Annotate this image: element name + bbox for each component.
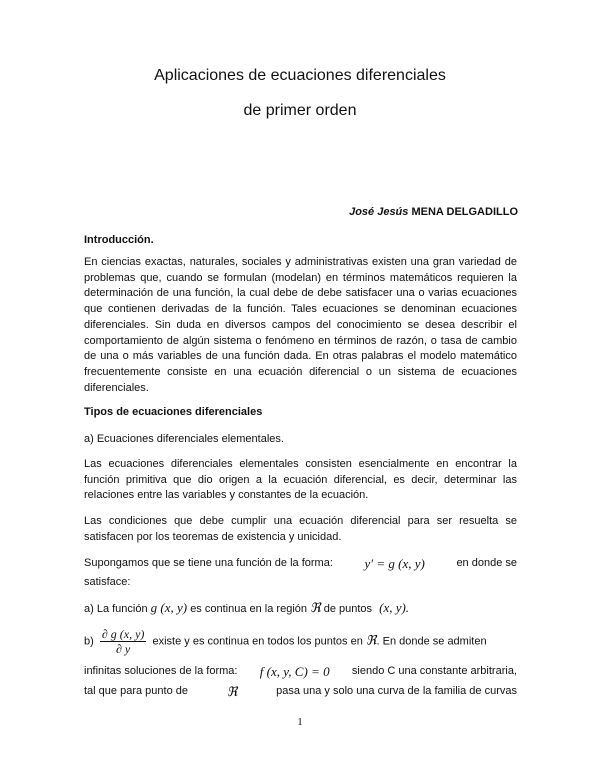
partial-derivative-fraction bbox=[100, 627, 147, 656]
title-line-1: Aplicaciones de ecuaciones diferenciales bbox=[154, 67, 446, 84]
author bbox=[349, 206, 518, 218]
page-number: 1 bbox=[297, 716, 303, 728]
condition-a-mid-text: es continua en la región bbox=[190, 603, 307, 615]
last-line-post-text: pasa una y solo una curva de la familia de curvas bbox=[276, 685, 517, 697]
condition-a-line bbox=[84, 600, 517, 617]
satisface-line: satisface: bbox=[84, 576, 131, 588]
author-given-name: José Jesús bbox=[349, 206, 409, 218]
infinite-solutions-text: infinitas soluciones de la forma: bbox=[84, 665, 238, 677]
condition-a-formula: g (x, y) bbox=[150, 600, 188, 615]
region-symbol: ℜ bbox=[310, 600, 321, 615]
infinite-solutions-post-text: siendo C una constante arbitraria, bbox=[351, 665, 517, 677]
condition-b-label: b) bbox=[84, 635, 94, 648]
general-solution-formula: f (x, y, C) = 0 bbox=[259, 664, 330, 679]
region-symbol-b: ℜ bbox=[365, 632, 377, 648]
intro-paragraph: En ciencias exactas, naturales, sociales y administrativas existen una gran variedad de problemas que, cuando se formulan (modelan) en términos matemáticos requieren la determinación de una función, la cual debe de debe satisfacer una o varias ecuaciones que contienen derivadas de la función. Tales ecuaciones se denominan ecuaciones diferenciales. Sin duda en diversos campos del conocimiento se desea describir el comportamiento de algún sistema o fenómeno en términos de razón, o tasa de cambio de una o más variables de una función dada. En otras palabras el modelo matemático frecuentemente consiste en una ecuación diferencial o un sistema de ecuaciones diferenciales. bbox=[84, 256, 517, 394]
condition-b-post-text: . En donde se admiten bbox=[376, 635, 487, 648]
condition-b-line bbox=[84, 627, 517, 656]
suppose-text: Supongamos que se tiene una función de la forma: bbox=[84, 557, 333, 569]
last-line-pre-text: tal que para punto de bbox=[84, 685, 188, 697]
last-line bbox=[84, 684, 517, 699]
types-heading: Tipos de ecuaciones diferenciales bbox=[84, 406, 263, 418]
title-line-2: de primer orden bbox=[243, 102, 357, 119]
conditions-paragraph: Las condiciones que debe cumplir una ecuación diferencial para ser resuelta se satisfacen por los teoremas de existencia y unicidad. bbox=[84, 515, 517, 543]
condition-a-post-text: de puntos bbox=[323, 603, 373, 615]
fraction-denominator: ∂ y bbox=[116, 642, 131, 656]
condition-a-point: (x, y). bbox=[379, 600, 410, 615]
condition-a-text: a) La función bbox=[84, 603, 148, 615]
suppose-post-text: en donde se bbox=[456, 557, 517, 569]
elementary-paragraph: Las ecuaciones diferenciales elementales consisten esencialmente en encontrar la función primitiva que dio origen a la ecuación diferencial, es decir, determinar las relaciones entre las variables y constantes de la ecuación. bbox=[84, 458, 517, 502]
infinite-solutions-line bbox=[84, 664, 517, 679]
author-family-name: MENA DELGADILLO bbox=[411, 206, 518, 218]
suppose-formula: y′ = g (x, y) bbox=[364, 556, 425, 571]
fraction-numerator: ∂ g (x, y) bbox=[101, 627, 145, 641]
region-symbol-c: ℜ bbox=[226, 684, 238, 699]
condition-b-text: existe y es continua en todos los puntos en bbox=[152, 635, 363, 648]
intro-heading: Introducción. bbox=[84, 234, 154, 246]
item-a-label: a) Ecuaciones diferenciales elementales. bbox=[84, 433, 284, 445]
suppose-line bbox=[84, 556, 517, 571]
